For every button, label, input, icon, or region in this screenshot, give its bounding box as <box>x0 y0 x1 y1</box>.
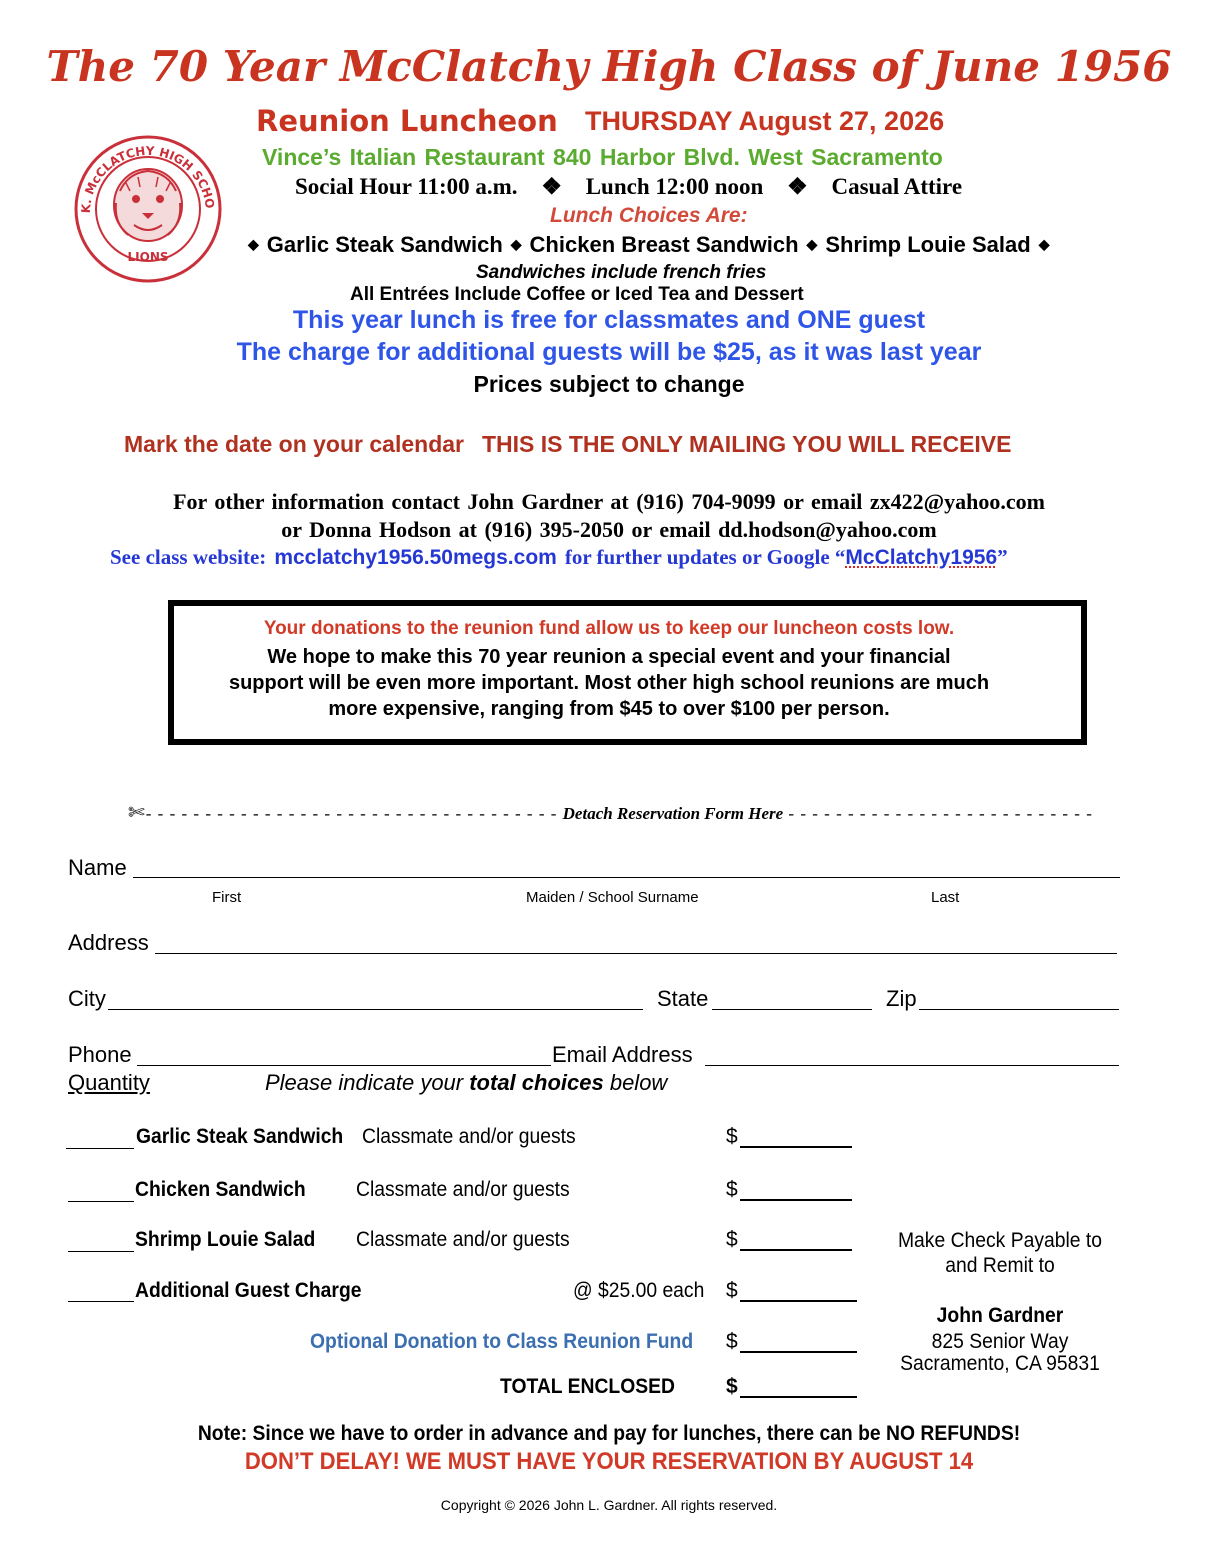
school-logo <box>68 133 228 283</box>
total-amount-field[interactable] <box>740 1396 857 1398</box>
refund-note: Note: Since we have to order in advance and pay for lunches, there can be NO REFUNDS! <box>197 1422 1021 1445</box>
page-title: The 70 Year McClatchy High Class of June 1956 <box>46 42 1172 91</box>
order-desc: Classmate and/or guests <box>362 1125 576 1148</box>
amount-field[interactable] <box>740 1199 852 1201</box>
diamond-bullet-icon: ◆ <box>1038 236 1050 252</box>
quantity-field-chicken[interactable] <box>68 1201 134 1202</box>
quantity-label: Quantity <box>68 1070 150 1095</box>
quantity-note-bold: total choices <box>469 1070 604 1095</box>
dollar-sign: $ <box>726 1330 738 1353</box>
dollar-sign: $ <box>726 1125 738 1148</box>
menu-line <box>248 232 1057 258</box>
contact-line-2: or Donna Hodson at (916) 395-2050 or email dd.hodson@yahoo.com <box>281 517 937 542</box>
website-link[interactable]: mcclatchy1956.50megs.com <box>274 546 557 569</box>
remit-line: and Remit to <box>945 1254 1055 1277</box>
separator-icon: ❖ <box>787 174 808 199</box>
schedule-line <box>295 174 962 200</box>
order-item-shrimp: Shrimp Louie Salad <box>135 1228 316 1251</box>
quantity-field-guest[interactable] <box>68 1301 134 1302</box>
name-field[interactable] <box>133 877 1120 878</box>
total-label: TOTAL ENCLOSED <box>500 1375 675 1398</box>
remit-name: John Gardner <box>936 1304 1064 1327</box>
diamond-bullet-icon: ◆ <box>248 236 259 252</box>
menu-item: Garlic Steak Sandwich <box>266 232 503 257</box>
order-item-garlic: Garlic Steak Sandwich <box>136 1125 344 1148</box>
venue-line: Vince’s Italian Restaurant 840 Harbor Blvd. West Sacramento <box>262 144 943 170</box>
dollar-sign: $ <box>726 1178 738 1201</box>
dollar-sign: $ <box>726 1375 738 1398</box>
reunion-label: Reunion Luncheon <box>256 104 558 138</box>
donation-body-line: We hope to make this 70 year reunion a special event and your financial <box>267 646 951 668</box>
address-field[interactable] <box>155 953 1117 954</box>
name-sub-last: Last <box>931 889 960 906</box>
free-lunch-line: This year lunch is free for classmates and ONE guest <box>292 306 926 334</box>
lunch-choices-heading: Lunch Choices Are: <box>550 204 748 227</box>
quantity-note <box>265 1070 667 1096</box>
city-field[interactable] <box>108 1009 643 1010</box>
zip-label: Zip <box>886 986 917 1011</box>
contact-line-1: For other information contact John Gardner at (916) 704-9099 or email zx422@yahoo.com <box>173 489 1045 514</box>
detach-label: Detach Reservation Form Here <box>562 804 784 823</box>
address-label: Address <box>68 930 149 955</box>
quantity-field-shrimp[interactable] <box>68 1251 134 1252</box>
state-field[interactable] <box>712 1009 872 1010</box>
order-desc: Classmate and/or guests <box>356 1228 570 1251</box>
amount-field[interactable] <box>740 1300 857 1302</box>
fries-note: Sandwiches include french fries <box>476 262 767 283</box>
detach-line: ✄- - - - - - - - - - - - - - - - - - - - - - - - - - - - - - - - - - - Detach Reservation Form Here - - - - - - - - - - - - - - - - - - - - - - - - - - <box>128 802 1093 824</box>
guest-charge-line: The charge for additional guests will be $25, as it was last year <box>236 338 982 366</box>
dollar-sign: $ <box>726 1228 738 1251</box>
menu-item: Shrimp Louie Salad <box>825 232 1031 257</box>
email-field[interactable] <box>705 1065 1119 1066</box>
diamond-bullet-icon: ◆ <box>510 236 522 252</box>
reunion-date: THURSDAY August 27, 2026 <box>585 106 945 136</box>
menu-item: Chicken Breast Sandwich <box>529 232 799 257</box>
amount-field[interactable] <box>740 1146 852 1148</box>
mark-date-line <box>124 431 1011 458</box>
name-label: Name <box>68 855 127 880</box>
copyright: Copyright © 2026 John L. Gardner. All rights reserved. <box>440 1497 778 1513</box>
donation-body-line: more expensive, ranging from $45 to over $100 per person. <box>328 698 890 720</box>
separator-icon: ❖ <box>541 174 562 199</box>
optional-donation-label: Optional Donation to Class Reunion Fund <box>310 1330 694 1353</box>
mark-date-text: Mark the date on your calendar <box>124 431 464 457</box>
amount-field[interactable] <box>740 1249 852 1251</box>
only-mailing-text: THIS IS THE ONLY MAILING YOU WILL RECEIVE <box>481 431 1012 457</box>
name-sub-first: First <box>212 889 242 906</box>
donation-body-line: support will be even more important. Most other high school reunions are much <box>228 672 990 694</box>
phone-label: Phone <box>68 1042 132 1067</box>
quantity-note-post: below <box>603 1070 668 1095</box>
schedule-social-hour: Social Hour 11:00 a.m. <box>295 174 518 199</box>
schedule-attire: Casual Attire <box>831 174 963 199</box>
donation-headline: Your donations to the reunion fund allow us to keep our luncheon costs low. <box>263 618 955 639</box>
state-label: State <box>657 986 709 1011</box>
website-line <box>110 545 1008 570</box>
donation-amount-field[interactable] <box>740 1351 857 1353</box>
website-suffix: ” <box>997 545 1008 569</box>
logo-text-bottom: LIONS <box>127 250 169 264</box>
diamond-bullet-icon: ◆ <box>806 236 818 252</box>
schedule-lunch: Lunch 12:00 noon <box>585 174 764 199</box>
phone-field[interactable] <box>137 1065 551 1066</box>
quantity-field-garlic[interactable] <box>66 1148 134 1149</box>
logo-text-top: K. McCLATCHY HIGH SCHO <box>78 143 217 214</box>
entrees-note: All Entrées Include Coffee or Iced Tea and Dessert <box>350 284 804 305</box>
city-label: City <box>68 986 106 1011</box>
dollar-sign: $ <box>726 1279 738 1302</box>
order-item-chicken: Chicken Sandwich <box>135 1178 306 1201</box>
deadline-note: DON’T DELAY! WE MUST HAVE YOUR RESERVATION BY AUGUST 14 <box>244 1448 974 1475</box>
order-desc: Classmate and/or guests <box>356 1178 570 1201</box>
lion-emblem-icon <box>68 133 228 283</box>
remit-address: 825 Senior Way <box>931 1330 1069 1353</box>
prices-note: Prices subject to change <box>473 371 745 397</box>
order-desc: @ $25.00 each <box>573 1279 705 1302</box>
google-term: McClatchy1956 <box>845 546 998 569</box>
zip-field[interactable] <box>919 1009 1119 1010</box>
scissors-icon: ✄ <box>128 802 146 824</box>
order-item-guest: Additional Guest Charge <box>135 1279 362 1302</box>
donation-body <box>0 644 1218 722</box>
website-prefix: See class website: <box>110 545 267 569</box>
email-label: Email Address <box>552 1042 693 1067</box>
name-sub-maiden: Maiden / School Surname <box>526 889 699 906</box>
quantity-note-pre: Please indicate your <box>265 1070 470 1095</box>
website-mid: for further updates or Google “ <box>564 545 846 569</box>
remit-address: Sacramento, CA 95831 <box>900 1352 1100 1375</box>
remit-line: Make Check Payable to <box>897 1229 1103 1252</box>
